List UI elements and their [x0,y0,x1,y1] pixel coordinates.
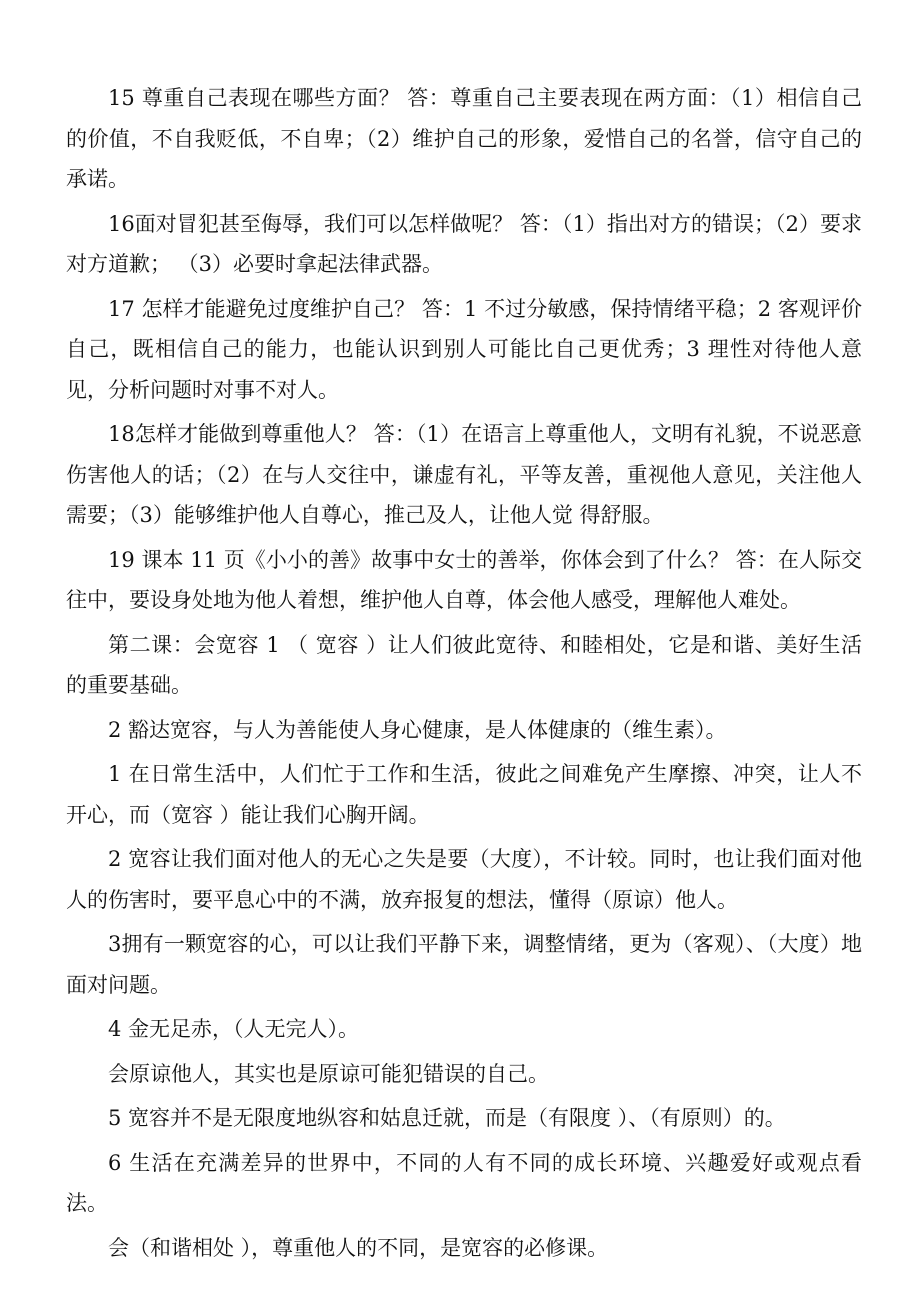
paragraph-tolerance-4: 4 金无足赤，（人无完人）。 [108,1017,360,1041]
document-page [66,78,862,1272]
paragraph-tolerance-3: 3拥有一颗宽容的心，可以让我们平静下来，调整情绪，更为（客观）、（大度）地面对问题。 [66,932,862,997]
paragraph-q17: 17 怎样才能避免过度维护自己？ 答：1 不过分敏感，保持情绪平稳；2 客观评价自己，既相信自己的能力，也能认识到别人可能比自己更优秀；3 理性对待他人意见，分析问题时对事不对人。 [66,296,862,402]
paragraph-q15: 15 尊重自己表现在哪些方面？ 答：尊重自己主要表现在两方面：（1）相信自己的价值，不自我贬低，不自卑；（2）维护自己的形象，爱惜自己的名誉，信守自己的承诺。 [66,86,862,191]
paragraph-tolerance-2: 2 宽容让我们面对他人的无心之失是要（大度），不计较。同时，也让我们面对他人的伤害时，要平息心中的不满，放弃报复的想法，懂得（原谅）他人。 [66,847,862,912]
paragraph-tolerance-1: 1 在日常生活中，人们忙于工作和生活，彼此之间难免产生摩擦、冲突，让人不开心，而（宽容 ）能让我们心胸开阔。 [66,762,862,827]
paragraph-forgive: 会原谅他人，其实也是原谅可能犯错误的自己。 [108,1061,549,1086]
paragraph-tolerance-5: 5 宽容并不是无限度地纵容和姑息迁就，而是（有限度 ）、（有原则）的。 [108,1106,786,1130]
paragraph-q16: 16面对冒犯甚至侮辱，我们可以怎样做呢？ 答：（1）指出对方的错误；（2）要求对方道歉； （3）必要时拿起法律武器。 [66,211,862,276]
paragraph-q18: 18怎样才能做到尊重他人？ 答：（1）在语言上尊重他人，文明有礼貌，不说恶意伤害他人的话；（2）在与人交往中，谦虚有礼，平等友善，重视他人意见，关注他人需要；（3）能够维护他人自尊心，推己及人，让他人觉 得舒服。 [66,422,862,527]
paragraph-lesson2-point2: 2 豁达宽容，与人为善能使人身心健康，是人体健康的（维生素）。 [108,717,727,742]
paragraph-q19: 19 课本 11 页《小小的善》故事中女士的善举，你体会到了什么？ 答：在人际交往中，要设身处地为他人着想，维护他人自尊，体会他人感受，理解他人难处。 [66,547,862,612]
paragraph-harmony: 会（和谐相处 ），尊重他人的不同，是宽容的必修课。 [108,1235,609,1260]
paragraph-lesson2-intro: 第二课：会宽容 1 （ 宽容 ）让人们彼此宽待、和睦相处，它是和谐、美好生活的重要基础。 [66,632,862,697]
paragraph-tolerance-6: 6 生活在充满差异的世界中，不同的人有不同的成长环境、兴趣爱好或观点看法。 [66,1150,862,1215]
